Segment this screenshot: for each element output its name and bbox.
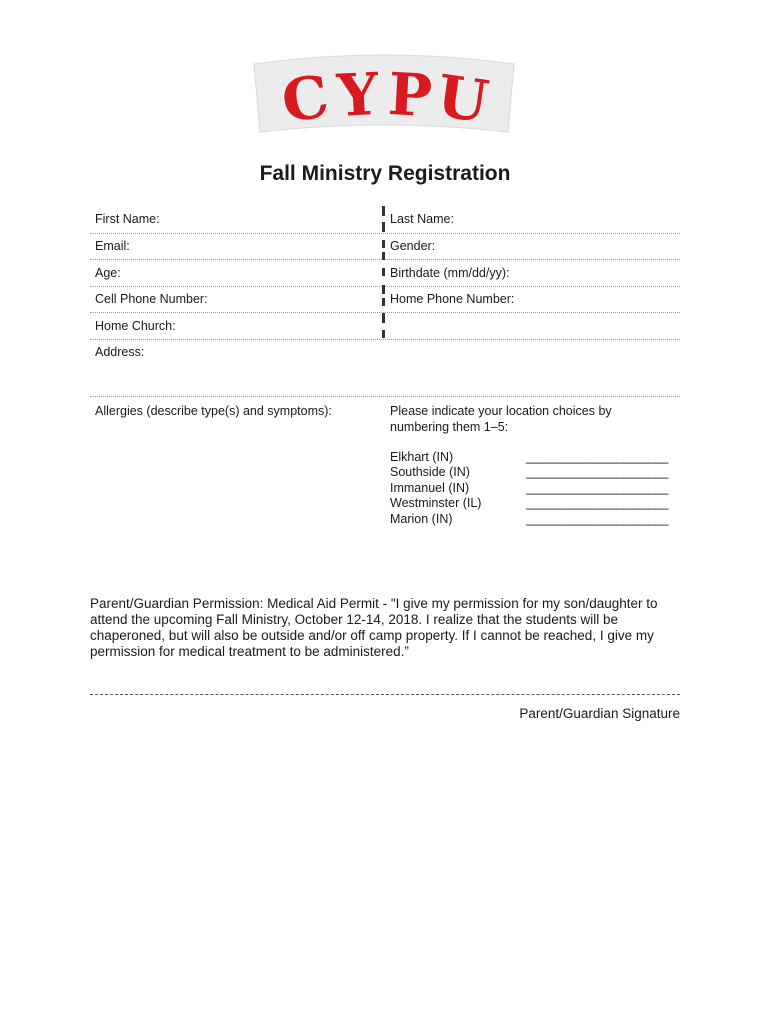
- signature-label: Parent/Guardian Signature: [519, 706, 680, 721]
- column-divider-mark: [382, 298, 385, 306]
- address-field[interactable]: Address:: [95, 345, 145, 359]
- location-rank-blank[interactable]: ______________________: [526, 512, 668, 526]
- allergies-field[interactable]: Allergies (describe type(s) and symptoms):: [95, 404, 332, 418]
- location-option-immanuel: Immanuel (IN): [390, 481, 470, 495]
- column-divider-mark: [382, 313, 385, 323]
- first-name-field[interactable]: First Name:: [95, 212, 160, 226]
- signature-line[interactable]: [90, 694, 680, 695]
- last-name-field[interactable]: Last Name:: [390, 212, 454, 226]
- cell-phone-field[interactable]: Cell Phone Number:: [95, 292, 208, 306]
- column-divider-mark: [382, 240, 385, 248]
- birthdate-field[interactable]: Birthdate (mm/dd/yy):: [390, 266, 510, 280]
- svg-text:Y: Y: [335, 59, 381, 131]
- location-option-southside: Southside (IN): [390, 465, 470, 479]
- column-divider-mark: [382, 330, 385, 338]
- form-row-phone: [90, 292, 680, 313]
- form-row-name: [90, 212, 680, 234]
- form-row-age: [90, 266, 680, 287]
- location-rank-blank[interactable]: ______________________: [526, 496, 668, 510]
- home-phone-field[interactable]: Home Phone Number:: [390, 292, 515, 306]
- location-rank-blank[interactable]: ______________________: [526, 465, 668, 479]
- location-option-westminster: Westminster (IL): [390, 496, 482, 510]
- location-option-marion: Marion (IN): [390, 512, 453, 526]
- column-divider-mark: [382, 252, 385, 260]
- cypu-logo: [250, 52, 518, 138]
- permission-statement: Parent/Guardian Permission: Medical Aid Permit - "I give my permission for my son/daughter to attend the upcoming Fall Ministry, October 12-14, 2018. I realize that the students will be chaperoned, but will also be outside and/or off camp property. If I cannot be reached, I give my permission for medical treatment to be administered.”: [90, 596, 658, 659]
- age-field[interactable]: Age:: [95, 266, 121, 280]
- svg-text:C: C: [277, 62, 333, 136]
- email-field[interactable]: Email:: [95, 239, 130, 253]
- location-rank-blank[interactable]: ______________________: [526, 481, 668, 495]
- form-row-church: [90, 319, 680, 340]
- form-row-address: [90, 345, 680, 397]
- location-instruction-line: Please indicate your location choices by: [390, 404, 612, 418]
- location-instruction: [390, 404, 612, 435]
- column-divider-mark: [382, 222, 385, 232]
- svg-text:U: U: [432, 61, 493, 137]
- location-rank-blank[interactable]: ______________________: [526, 450, 668, 464]
- column-divider-mark: [382, 285, 385, 294]
- home-church-field[interactable]: Home Church:: [95, 319, 176, 333]
- location-instruction-line: numbering them 1–5:: [390, 419, 509, 434]
- form-row-email: [90, 239, 680, 260]
- svg-text:P: P: [386, 59, 434, 131]
- gender-field[interactable]: Gender:: [390, 239, 436, 253]
- page-title: Fall Ministry Registration: [259, 162, 511, 185]
- column-divider-mark: [382, 268, 385, 276]
- column-divider-mark: [382, 206, 385, 216]
- location-option-elkhart: Elkhart (IN): [390, 450, 454, 464]
